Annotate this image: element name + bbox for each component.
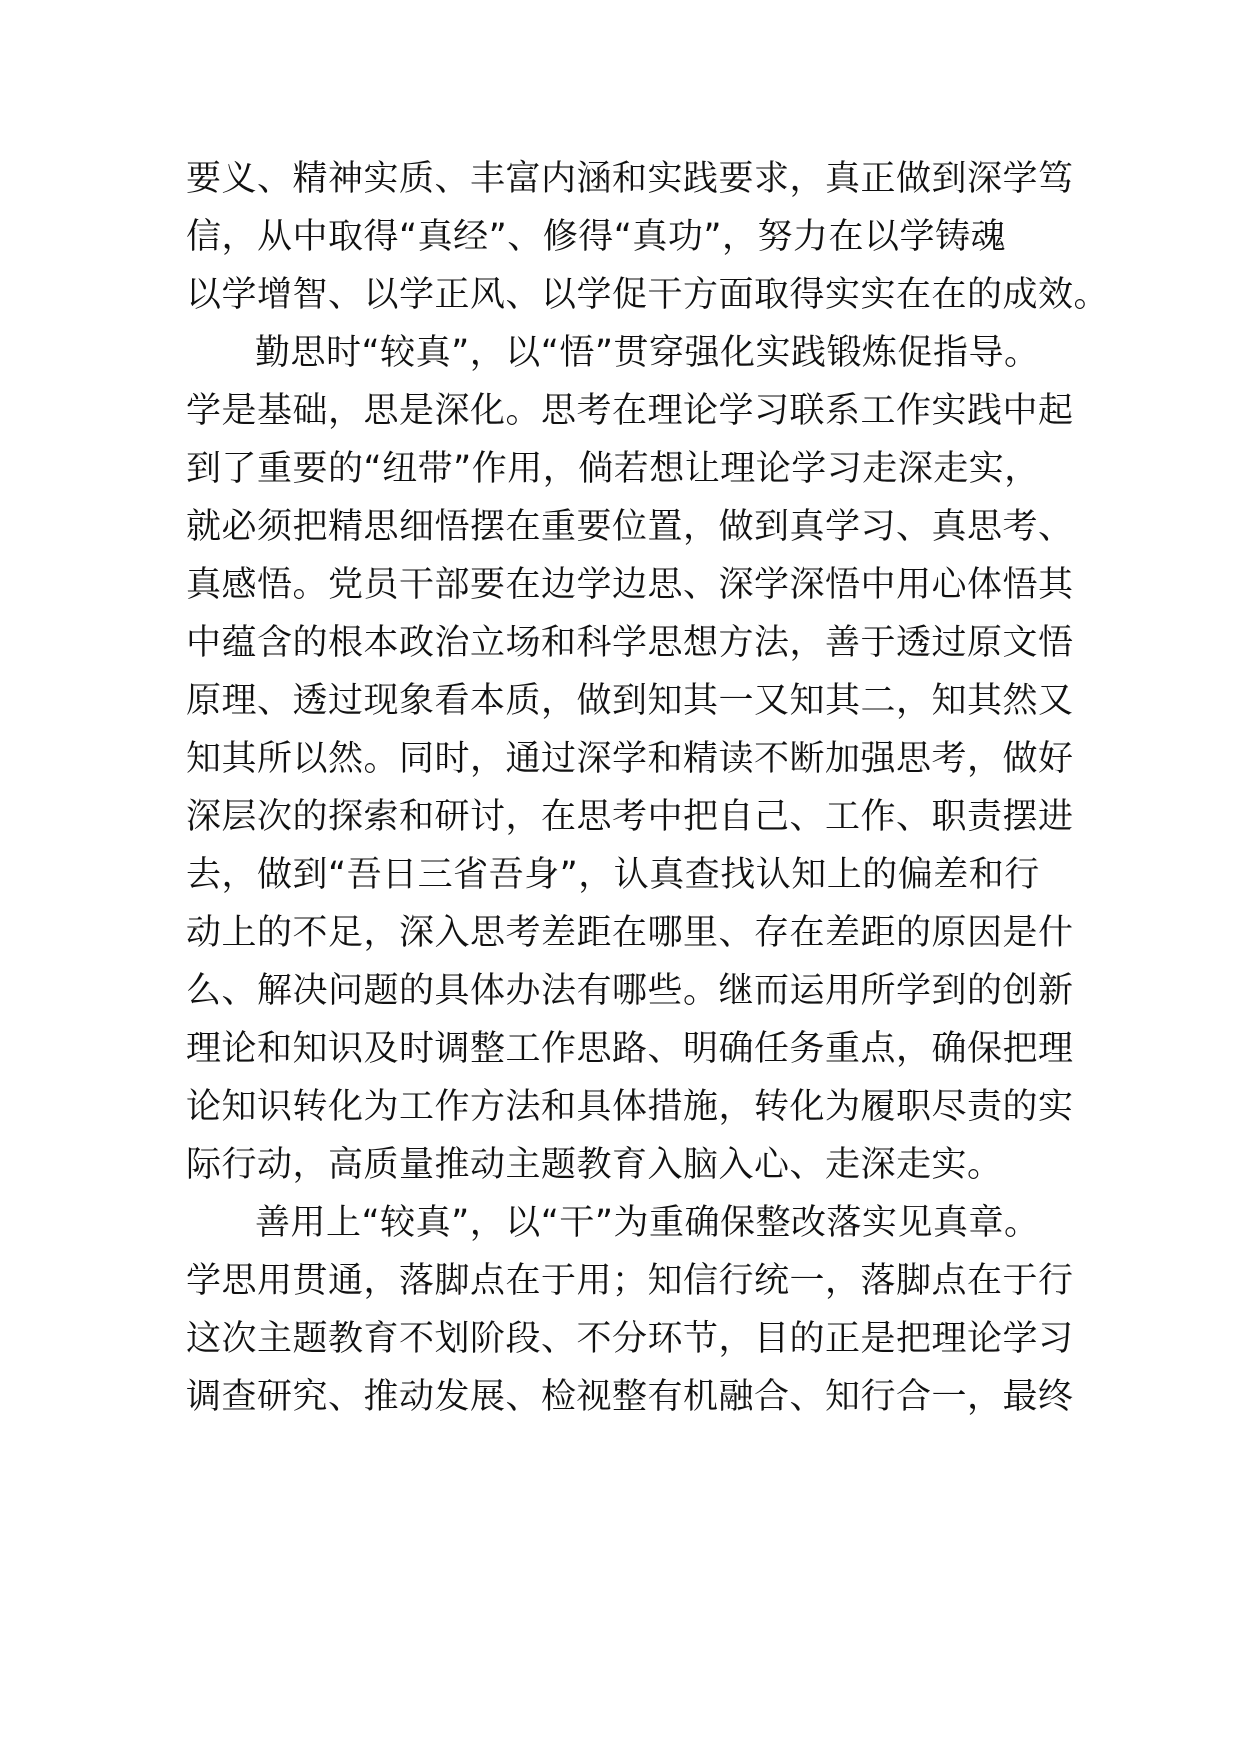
text-line: 真感悟。党员干部要在边学边思、深学深悟中用心体悟其 xyxy=(186,565,1074,605)
text-line: 学是基础，思是深化。思考在理论学习联系工作实践中起 xyxy=(186,391,1074,431)
paragraph-heading-line: 勤思时“较真”，以“悟”贯穿强化实践锻炼促指导。 xyxy=(255,333,1040,373)
text-line: 原理、透过现象看本质，做到知其一又知其二，知其然又 xyxy=(186,681,1074,721)
text-line: 到了重要的“纽带”作用，倘若想让理论学习走深走实， xyxy=(186,449,1040,489)
text-line: 深层次的探索和研讨，在思考中把自己、工作、职责摆进 xyxy=(186,797,1074,837)
text-line: 这次主题教育不划阶段、不分环节，目的正是把理论学习 xyxy=(186,1319,1074,1359)
text-line: 知其所以然。同时，通过深学和精读不断加强思考，做好 xyxy=(186,739,1074,779)
text-line: 学思用贯通，落脚点在于用；知信行统一，落脚点在于行 xyxy=(186,1261,1074,1301)
text-line: 中蕴含的根本政治立场和科学思想方法，善于透过原文悟 xyxy=(186,623,1074,663)
text-line: 去，做到“吾日三省吾身”，认真查找认知上的偏差和行 xyxy=(186,855,1040,895)
text-line: 就必须把精思细悟摆在重要位置，做到真学习、真思考、 xyxy=(186,507,1074,547)
paragraph-heading-line: 善用上“较真”，以“干”为重确保整改落实见真章。 xyxy=(255,1203,1040,1243)
text-line: 信，从中取得“真经”、修得“真功”，努力在以学铸魂 xyxy=(186,217,1007,257)
text-line: 动上的不足，深入思考差距在哪里、存在差距的原因是什 xyxy=(186,913,1074,953)
text-line: 际行动，高质量推动主题教育入脑入心、走深走实。 xyxy=(186,1145,1003,1185)
text-line: 论知识转化为工作方法和具体措施，转化为履职尽责的实 xyxy=(186,1087,1074,1127)
text-line: 要义、精神实质、丰富内涵和实践要求，真正做到深学笃 xyxy=(186,159,1074,199)
text-line: 么、解决问题的具体办法有哪些。继而运用所学到的创新 xyxy=(186,971,1074,1011)
text-line: 调查研究、推动发展、检视整有机融合、知行合一，最终 xyxy=(186,1377,1074,1417)
text-line: 理论和知识及时调整工作思路、明确任务重点，确保把理 xyxy=(186,1029,1074,1069)
text-line: 以学增智、以学正风、以学促干方面取得实实在在的成效。 xyxy=(186,275,1110,315)
